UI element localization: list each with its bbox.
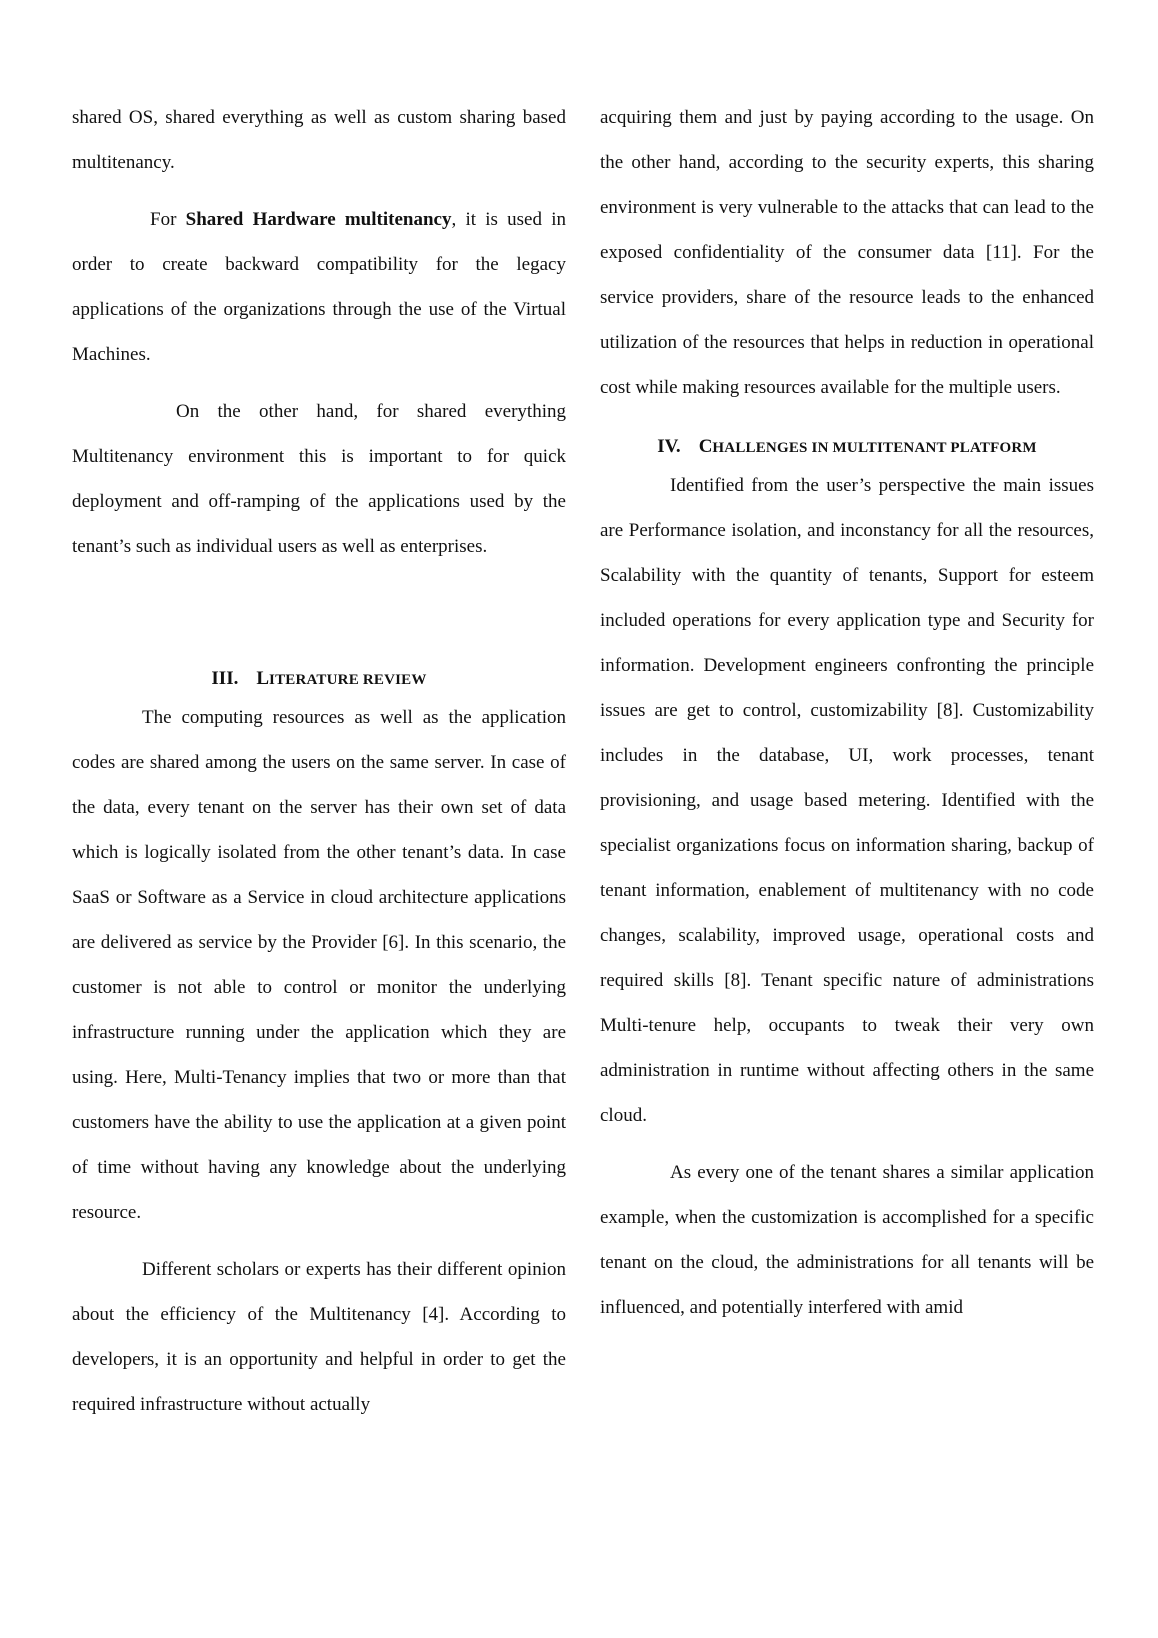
- paragraph-shared-hardware-lead: For: [150, 209, 186, 230]
- section-title-initial: C: [698, 436, 713, 457]
- paragraph-customization: As every one of the tenant shares a similar application example, when the customization is accomplished for a specific tenant on the cloud, the administrations for all tenants will be influenced, and potentially interfered with amid: [600, 1162, 1094, 1318]
- section-heading-literature-review: [72, 664, 566, 695]
- section-number: IV.: [657, 436, 681, 457]
- left-column: [72, 95, 566, 1427]
- paragraph-scholars-opinion: Different scholars or experts has their different opinion about the efficiency of the Multitenancy [4]. According to developers, it is an opportunity and helpful in order to get the required infrastructure without actually: [72, 1259, 566, 1415]
- section-number: III.: [211, 668, 239, 689]
- shared-hardware-term: Shared Hardware multitenancy: [185, 209, 452, 230]
- right-column: [600, 95, 1094, 1330]
- section-title-initial: L: [256, 668, 270, 689]
- paragraph-shared-hardware-body: , it is used in order to create backward compatibility for the legacy applications of the organizations through the use of the Virtual Machines.: [72, 209, 566, 365]
- paragraph-literature-review: The computing resources as well as the application codes are shared among the users on the same server. In case of the data, every tenant on the server has their own set of data which is logically isolated from the other tenant’s data. In case SaaS or Software as a Service in cloud architecture applications are delivered as service by the Provider [6]. In this scenario, the customer is not able to control or monitor the underlying infrastructure running under the application which they are using. Here, Multi-Tenancy implies that two or more than that customers have the ability to use the application at a given point of time without having any knowledge about the underlying resource.: [72, 707, 566, 1223]
- paragraph-shared-hardware: [72, 197, 566, 377]
- paragraph-challenges: Identified from the user’s perspective the main issues are Performance isolation, and inconstancy for all the resources, Scalability with the quantity of tenants, Support for esteem included operations for every application type and Security for information. Development engineers confronting the principle issues are get to control, customizability [8]. Customizability includes in the database, UI, work processes, tenant provisioning, and usage based metering. Identified with the specialist organizations focus on information sharing, backup of tenant information, enablement of multitenancy with no code changes, scalability, improved usage, operational costs and required skills [8]. Tenant specific nature of administrations Multi-tenure help, occupants to tweak their very own administration in runtime without affecting others in the same cloud.: [600, 475, 1094, 1126]
- paragraph-shared-os: shared OS, shared everything as well as custom sharing based multitenancy.: [72, 107, 566, 173]
- section-title-rest: HALLENGES IN MULTITENANT PLATFORM: [712, 440, 1037, 456]
- paragraph-shared-everything: On the other hand, for shared everything Multitenancy environment this is important to for quick deployment and off-ramping of the applications used by the tenant’s such as individual users as well as enterprises.: [72, 401, 566, 557]
- paragraph-usage-security: acquiring them and just by paying according to the usage. On the other hand, according to the security experts, this sharing environment is very vulnerable to the attacks that can lead to the exposed confidentiality of the consumer data [11]. For the service providers, share of the resource leads to the enhanced utilization of the resources that helps in reduction in operational cost while making resources available for the multiple users.: [600, 107, 1094, 398]
- section-title-rest-2: REVIEW: [362, 672, 427, 688]
- section-title-rest: ITERATURE: [269, 672, 363, 688]
- section-spacer: [72, 569, 566, 664]
- section-spacer: [600, 410, 1094, 432]
- section-heading-challenges: [600, 432, 1094, 463]
